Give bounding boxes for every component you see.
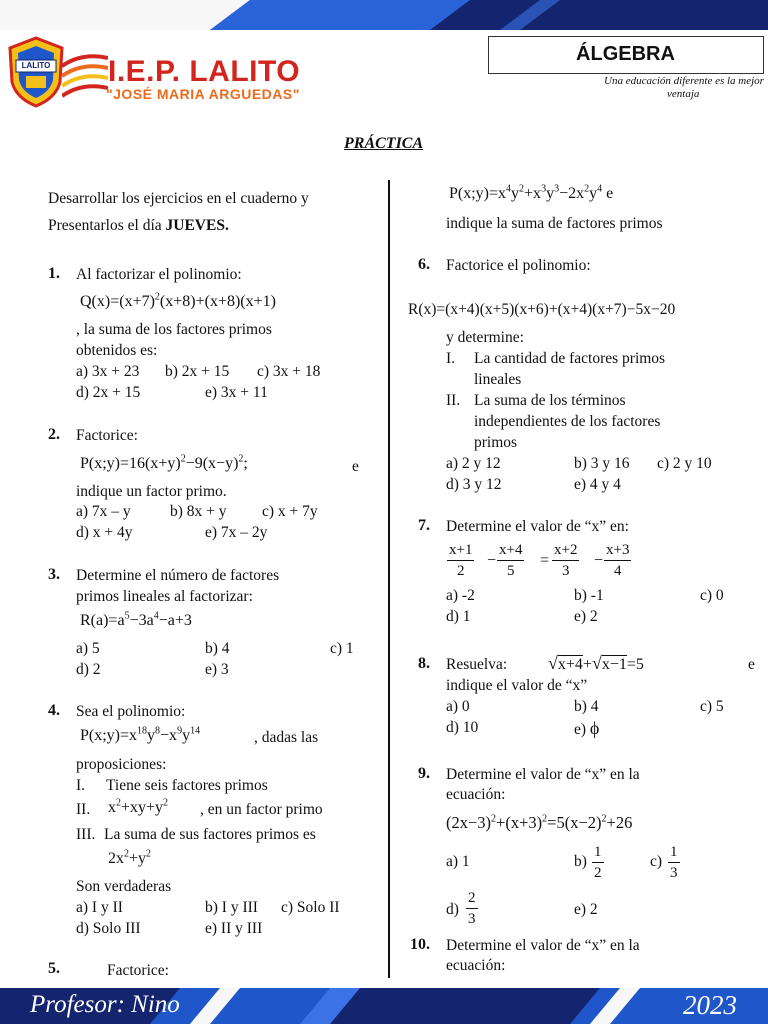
q4-option-c: c) Solo II xyxy=(281,899,340,916)
q5-eq-e1: 4 xyxy=(506,183,512,195)
q10-text-2: ecuación: xyxy=(446,957,506,974)
q2-option-b: b) 8x + y xyxy=(170,503,227,520)
stripes-graphic xyxy=(62,48,108,108)
q4-prop-1-label: I. xyxy=(76,777,86,794)
q4-p2-b: +xy+y xyxy=(121,799,164,816)
q4-number: 4. xyxy=(48,702,60,719)
q3-option-b: b) 4 xyxy=(205,640,230,657)
q8-option-c: c) 5 xyxy=(700,698,724,715)
q4-eq-c: −x xyxy=(160,727,178,744)
q4-eq-a: P(x;y)=x xyxy=(80,727,138,744)
q7-f3-numerator: x+2 xyxy=(552,540,579,561)
q8-conjunction: e xyxy=(748,656,755,673)
q3-text-1: Determine el número de factores xyxy=(76,567,280,584)
q4-p2-e2: 2 xyxy=(163,797,169,809)
q7-f1-denominator: 2 xyxy=(456,563,465,579)
q3-option-d: d) 2 xyxy=(76,661,101,678)
q9-option-c-label: c) xyxy=(650,853,663,870)
q3-eq-a: R(a)=a xyxy=(80,612,125,629)
q9-option-d-label: d) xyxy=(446,901,459,918)
q4-option-a: a) I y II xyxy=(76,899,123,916)
q5-eq-e4: 3 xyxy=(554,183,560,195)
q5-continuation: indique la suma de factores primos xyxy=(446,215,663,232)
q2-eq-b: −9(x−y) xyxy=(185,455,239,472)
q9-b-denominator: 2 xyxy=(594,865,602,881)
q5-eq-b: y xyxy=(511,185,520,202)
q3-number: 3. xyxy=(48,566,60,583)
q7-option-e: e) 2 xyxy=(574,608,598,625)
q1-continuation-1: , la suma de los factores primos xyxy=(76,321,272,338)
q8-option-d: d) 10 xyxy=(446,719,479,736)
footer-band xyxy=(0,988,768,1024)
q5-eq-g: y xyxy=(589,185,598,202)
q9-c-denominator: 3 xyxy=(670,865,678,881)
q9-equation xyxy=(446,813,632,833)
q4-option-b: b) I y III xyxy=(205,899,258,916)
q5-eq-e6: 4 xyxy=(597,183,603,195)
q1-continuation-2: obtenidos es: xyxy=(76,342,158,359)
q4-prop-2-text: , en un factor primo xyxy=(200,801,323,818)
sqrt-icon: √ xyxy=(591,653,602,673)
q2-option-c: c) x + 7y xyxy=(262,503,318,520)
q4-p3-a: 2x xyxy=(108,850,124,867)
q9-eq-e1: 2 xyxy=(491,813,497,825)
q7-text: Determine el valor de “x” en: xyxy=(446,518,629,535)
q6-item-2-line-2: independientes de los factores xyxy=(474,413,661,430)
intro-deadline: JUEVES. xyxy=(165,217,229,234)
q2-equation xyxy=(80,455,248,473)
q8-text: Resuelva: xyxy=(446,656,508,673)
page-title: PRÁCTICA xyxy=(344,135,424,152)
q3-option-a: a) 5 xyxy=(76,640,100,657)
q9-b-numerator: 1 xyxy=(592,842,604,863)
q5-eq-tail: e xyxy=(606,185,614,202)
slogan-line-1: Una educación diferente es la mejor xyxy=(604,75,764,87)
column-divider xyxy=(388,180,390,978)
q4-p3-b: +y xyxy=(129,850,147,867)
q8-eq-tail: =5 xyxy=(626,656,644,673)
q4-p2-e1: 2 xyxy=(116,797,121,809)
empty-set-icon: ϕ xyxy=(589,718,600,738)
q2-option-e: e) 7x – 2y xyxy=(205,524,268,541)
q7-f4-denominator: 4 xyxy=(613,563,622,579)
q8-plus: + xyxy=(582,656,592,673)
q9-option-b-label: b) xyxy=(574,853,587,870)
q4-prop-3-label: III. xyxy=(76,826,96,843)
q1-eq-exponent: 2 xyxy=(154,291,160,303)
teacher-name: Profesor: Nino xyxy=(30,991,180,1018)
q1-option-a: a) 3x + 23 xyxy=(76,363,140,380)
q7-f4-numerator: x+3 xyxy=(604,540,631,561)
q7-equals: = xyxy=(540,552,550,569)
school-logo xyxy=(6,36,66,108)
header-band-graphic xyxy=(0,0,768,30)
q4-eq-tail: , dadas las xyxy=(254,729,319,746)
q7-option-d: d) 1 xyxy=(446,608,471,625)
q1-option-d: d) 2x + 15 xyxy=(76,384,141,401)
q6-equation: R(x)=(x+4)(x+5)(x+6)+(x+4)(x+7)−5x−20 xyxy=(408,301,676,318)
logo-badge-text: LALITO xyxy=(21,61,51,70)
q9-eq-e3: 2 xyxy=(601,813,607,825)
q2-eq-exp1: 2 xyxy=(180,453,186,465)
q1-number: 1. xyxy=(48,265,60,282)
q4-prop-2-expression xyxy=(108,799,168,817)
q5-eq-a: P(x;y)=x xyxy=(449,185,507,202)
q9-text-2: ecuación: xyxy=(446,786,506,803)
q4-eq-b: y xyxy=(147,727,156,744)
q6-text: Factorice el polinomio: xyxy=(446,257,591,274)
intro-prefix: Presentarlos el día xyxy=(48,217,166,234)
q4-option-d: d) Solo III xyxy=(76,920,141,937)
q2-option-a: a) 7x – y xyxy=(76,503,131,520)
q6-option-c: c) 2 y 10 xyxy=(657,455,712,472)
q6-item-2-label: II. xyxy=(446,392,461,409)
q4-prop-1-text: Tiene seis factores primos xyxy=(106,777,268,794)
q2-continuation: indique un factor primo. xyxy=(76,483,227,500)
q10-number: 10. xyxy=(410,936,430,953)
q6-item-1-label: I. xyxy=(446,350,456,367)
q3-equation xyxy=(80,612,192,630)
q4-prop-3-expression xyxy=(108,850,151,868)
q1-equation xyxy=(80,293,276,311)
q2-eq-exp2: 2 xyxy=(238,453,244,465)
q6-option-b: b) 3 y 16 xyxy=(574,455,630,472)
q2-option-d: d) x + 4y xyxy=(76,524,133,541)
q4-continuation: proposiciones: xyxy=(76,756,167,773)
q9-eq-c: =5(x−2) xyxy=(547,813,602,832)
q4-eq-d: y xyxy=(182,727,191,744)
q5-eq-d: y xyxy=(546,185,555,202)
q4-prop-3-text: La suma de sus factores primos es xyxy=(104,826,316,843)
q8-equation xyxy=(548,653,644,674)
q5-text: Factorice: xyxy=(107,962,169,979)
q9-eq-a: (2x−3) xyxy=(446,813,492,832)
q5-equation xyxy=(449,185,613,203)
q9-eq-d: +26 xyxy=(606,813,633,832)
q7-f1-numerator: x+1 xyxy=(447,540,474,561)
q7-number: 7. xyxy=(418,517,430,534)
q9-number: 9. xyxy=(418,765,430,782)
q1-option-c: c) 3x + 18 xyxy=(257,363,321,380)
q5-eq-e2: 2 xyxy=(519,183,525,195)
q4-prop-2-label: II. xyxy=(76,801,91,818)
q8-radicand-2: x−1 xyxy=(601,656,627,673)
q6-continuation: y determine: xyxy=(446,329,524,346)
q6-item-2-line-3: primos xyxy=(474,434,518,451)
q7-fraction-4 xyxy=(604,540,631,581)
q3-eq-exp2: 4 xyxy=(153,610,159,622)
q1-option-e: e) 3x + 11 xyxy=(205,384,268,401)
q9-c-numerator: 1 xyxy=(668,842,680,863)
q9-option-e: e) 2 xyxy=(574,901,598,918)
q8-option-e-label: e) xyxy=(574,721,587,738)
school-name: I.E.P. LALITO xyxy=(108,55,301,88)
q4-text: Sea el polinomio: xyxy=(76,703,186,720)
q4-p2-a: x xyxy=(108,799,116,816)
q9-option-d-fraction xyxy=(466,888,478,929)
q3-eq-exp1: 5 xyxy=(124,610,130,622)
header-top-band xyxy=(0,0,768,30)
shield-icon xyxy=(6,36,66,108)
q4-p3-e1: 2 xyxy=(124,848,129,860)
q4-eq-e4: 14 xyxy=(190,725,201,737)
q4-p3-e2: 2 xyxy=(146,848,152,860)
q6-option-d: d) 3 y 12 xyxy=(446,476,502,493)
q10-text-1: Determine el valor de “x” en la xyxy=(446,937,640,954)
intro-line-2 xyxy=(48,216,229,236)
q7-minus-2: − xyxy=(594,552,604,569)
q9-option-c-fraction xyxy=(668,842,680,883)
q9-d-numerator: 2 xyxy=(466,888,478,909)
q3-option-e: e) 3 xyxy=(205,661,229,678)
q3-eq-b: −3a xyxy=(129,612,154,629)
q7-fraction-3 xyxy=(552,540,579,581)
q8-option-e xyxy=(574,718,599,740)
q4-verdaderas: Son verdaderas xyxy=(76,878,172,895)
q5-eq-c: +x xyxy=(524,185,542,202)
q1-eq-part: Q(x)=(x+7) xyxy=(80,293,155,310)
q2-eq-c: ; xyxy=(243,455,248,472)
q7-minus-1: − xyxy=(487,552,497,569)
q3-eq-c: −a+3 xyxy=(158,612,192,629)
q1-text: Al factorizar el polinomio: xyxy=(76,266,242,283)
sqrt-icon: √ xyxy=(548,653,558,673)
q8-option-a: a) 0 xyxy=(446,698,470,715)
q5-eq-e5: 2 xyxy=(584,183,590,195)
school-subtitle: "JOSÉ MARIA ARGUEDAS" xyxy=(106,86,300,102)
q6-item-1-line-2: lineales xyxy=(474,371,522,388)
q8-number: 8. xyxy=(418,655,430,672)
q6-option-a: a) 2 y 12 xyxy=(446,455,501,472)
q6-number: 6. xyxy=(418,256,430,273)
q7-option-a: a) -2 xyxy=(446,587,475,604)
q1-option-b: b) 2x + 15 xyxy=(165,363,230,380)
q5-eq-e3: 3 xyxy=(541,183,547,195)
footer-year: 2023 xyxy=(683,990,737,1020)
q4-equation xyxy=(80,727,200,745)
subject-title: ÁLGEBRA xyxy=(576,43,675,65)
q9-eq-e2: 2 xyxy=(542,813,548,825)
intro-line-1: Desarrollar los ejercicios en el cuaderno y xyxy=(48,190,309,207)
q8-continuation: indique el valor de “x” xyxy=(446,677,588,694)
logo-stripes xyxy=(62,48,108,108)
q8-radicand-1: x+4 xyxy=(557,656,583,673)
q3-text-2: primos lineales al factorizar: xyxy=(76,588,253,605)
q9-option-a: a) 1 xyxy=(446,853,470,870)
q6-item-1-line-1: La cantidad de factores primos xyxy=(474,350,666,367)
q6-option-e: e) 4 y 4 xyxy=(574,476,621,493)
q7-fraction-2 xyxy=(497,540,524,581)
q3-option-c: c) 1 xyxy=(330,640,354,657)
q8-option-b: b) 4 xyxy=(574,698,599,715)
q9-eq-b: +(x+3) xyxy=(496,813,543,832)
q5-number: 5. xyxy=(48,960,60,977)
q2-number: 2. xyxy=(48,426,60,443)
q4-option-e: e) II y III xyxy=(205,920,263,937)
q7-f3-denominator: 3 xyxy=(561,563,570,579)
q4-eq-e1: 18 xyxy=(137,725,148,737)
q9-option-b-fraction xyxy=(592,842,604,883)
q7-fraction-1 xyxy=(447,540,474,581)
slogan-line-2: ventaja xyxy=(667,88,700,100)
q6-item-2-line-1: La suma de los términos xyxy=(474,392,626,409)
q4-eq-e2: 8 xyxy=(155,725,161,737)
q4-eq-e3: 9 xyxy=(177,725,183,737)
q7-option-c: c) 0 xyxy=(700,587,724,604)
q7-f2-numerator: x+4 xyxy=(497,540,524,561)
q9-text-1: Determine el valor de “x” en la xyxy=(446,766,640,783)
subject-box xyxy=(488,36,764,74)
q7-f2-denominator: 5 xyxy=(506,563,515,579)
q5-eq-f: −2x xyxy=(559,185,585,202)
q7-option-b: b) -1 xyxy=(574,587,604,604)
q2-conjunction: e xyxy=(352,458,359,475)
q2-text: Factorice: xyxy=(76,427,138,444)
q2-eq-a: P(x;y)=16(x+y) xyxy=(80,455,181,472)
q1-eq-rest: (x+8)+(x+8)(x+1) xyxy=(159,293,276,310)
q9-d-denominator: 3 xyxy=(468,911,476,927)
